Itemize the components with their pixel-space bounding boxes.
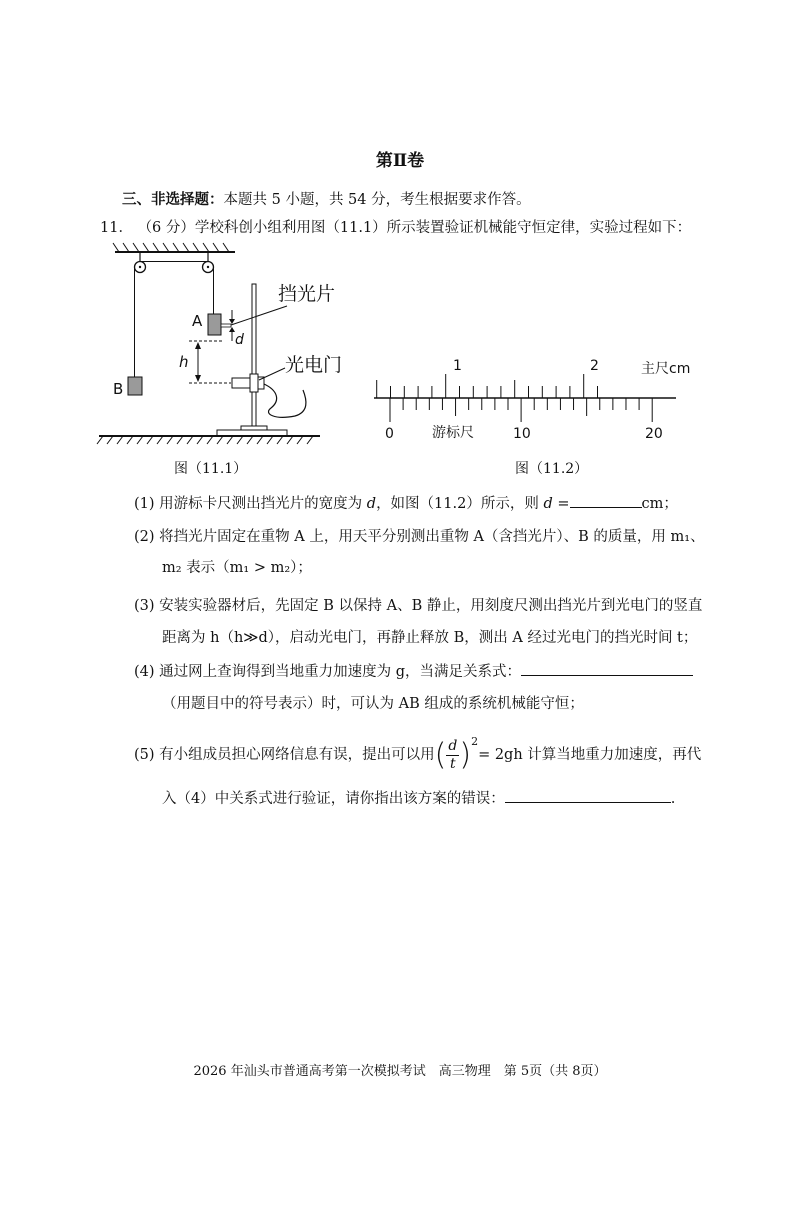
step-1-unit: cm；: [641, 496, 678, 512]
label-d: d: [235, 332, 244, 348]
section-heading: [122, 188, 531, 209]
vernier-label-20: 20: [645, 426, 663, 442]
vernier-label-0: 0: [385, 426, 394, 442]
step-4-line-2: （用题目中的符号表示）时，可认为 AB 组成的系统机械能守恒；: [162, 696, 584, 712]
label-h: h: [179, 353, 189, 371]
formula-left-paren: (: [434, 737, 447, 773]
step-1-text: (1) 用游标卡尺测出挡光片的宽度为: [134, 496, 367, 512]
step-1-eq: d =: [543, 496, 570, 512]
formula-right-paren: ): [459, 737, 472, 773]
formula-denominator: t: [450, 755, 456, 772]
step-5-line-2-text: 入（4）中关系式进行验证，请你指出该方案的错误：: [162, 791, 505, 807]
question-number: 11．: [100, 220, 133, 236]
step-1-mid: ，如图（11.2）所示，则: [376, 496, 544, 512]
label-b: B: [113, 380, 124, 398]
formula-exponent: 2: [471, 735, 479, 748]
formula-numerator: d: [448, 737, 458, 754]
main-unit-label: 主尺cm: [641, 361, 691, 377]
step-4-line-1: [134, 660, 693, 681]
step-3-line-1: (3) 安装实验器材后，先固定 B 以保持 A、B 静止，用刻度尺测出挡光片到光电门的竖直: [134, 598, 703, 614]
step-5-line-1: [134, 735, 701, 773]
figure2-caption: 图（11.2）: [515, 461, 589, 477]
question-stem: [100, 216, 691, 237]
step-3-line-2: 距离为 h（h≫d），启动光电门，再静止释放 B，测出 A 经过光电门的挡光时间 t；: [162, 630, 698, 646]
step-5-line-2: [162, 787, 675, 808]
vernier-scale: [390, 398, 652, 422]
vernier-name: 游标尺: [432, 425, 474, 441]
formula-fraction: [446, 738, 459, 773]
section-text: 本题共 5 小题，共 54 分，考生根据要求作答。: [223, 192, 531, 208]
step-2-line-2: m₂ 表示（m₁ > m₂）；: [162, 560, 312, 576]
step-1-var: d: [366, 496, 377, 512]
page-title: 第Ⅱ卷: [375, 151, 425, 171]
step-4-text: (4) 通过网上查询得到当地重力加速度为 g，当满足关系式：: [134, 664, 522, 680]
step-2-line-1: (2) 将挡光片固定在重物 A 上，用天平分别测出重物 A（含挡光片）、B 的质量，用 m₁、: [134, 529, 705, 545]
step-5-post: = 2gh 计算当地重力加速度，再代: [478, 747, 702, 763]
section-label: 三、非选择题：: [122, 191, 224, 208]
label-photogate: 光电门: [285, 354, 343, 376]
vernier-label-10: 10: [513, 426, 531, 442]
answer-blank-2[interactable]: [521, 661, 693, 676]
step-5-text: (5) 有小组成员担心网络信息有误，提出可以用: [134, 747, 435, 763]
figure-vernier: [368, 350, 708, 445]
main-label-1: 1: [453, 358, 462, 374]
main-label-2: 2: [590, 358, 599, 374]
answer-blank-1[interactable]: [570, 493, 642, 508]
step-5-end: .: [670, 791, 676, 807]
step-1: [134, 492, 678, 513]
page-footer: 2026 年汕头市普通高考第一次模拟考试 高三物理 第 5页（共 8页）: [193, 1064, 607, 1079]
figure1-caption: 图（11.1）: [174, 461, 248, 477]
label-a: A: [192, 312, 203, 330]
main-scale: [377, 374, 598, 398]
question-text: （6 分）学校科创小组利用图（11.1）所示装置验证机械能守恒定律，实验过程如下：: [137, 220, 692, 236]
answer-blank-3[interactable]: [505, 788, 671, 803]
label-shutter: 挡光片: [278, 283, 336, 305]
figure-apparatus: [95, 240, 343, 445]
